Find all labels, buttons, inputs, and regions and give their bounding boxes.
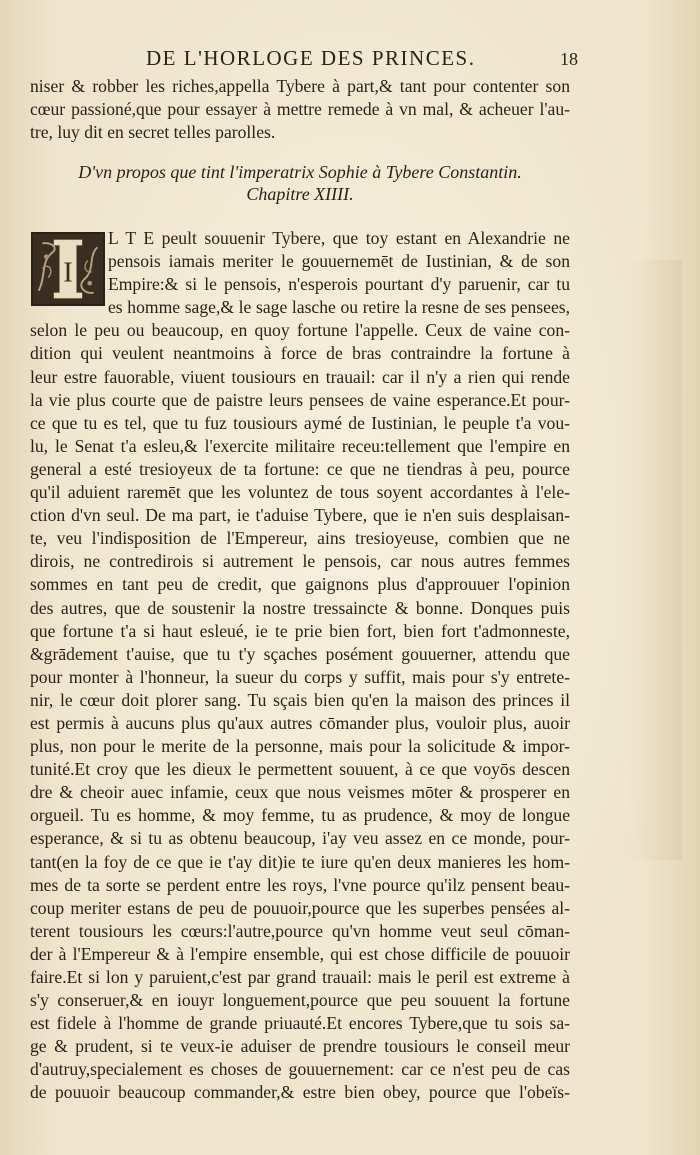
text-line: L T E peult souuenir Tybere, que toy estant en Alexandrie ne	[108, 228, 570, 248]
text-line: s'y conseruer,& en iouyr longuement,pource que peu souuent la fortune	[30, 990, 570, 1011]
text-line: general a esté tresioyeux de ta fortune: ce que ne tiendras à peu, pource	[30, 458, 570, 479]
text-line: sommes en tant peu de credit, que gaignons plus d'approuuer l'opinion	[30, 574, 570, 595]
text-line: nir, le cœur doit plorer sang. Tu sçais bien qu'en la maison des princes il	[30, 689, 570, 710]
chapter-number: Chapitre XIIII.	[246, 184, 354, 204]
text-line: tre, luy dit en secret telles parolles.	[30, 122, 276, 143]
text-line: es homme sage,& le sage lasche ou retire la resne de ses pensees,	[108, 297, 570, 318]
text-line: faire.Et si lon y paruient,c'est par grand trauail: mais le peril est extreme à	[30, 967, 570, 987]
page-header	[0, 46, 700, 74]
text-line: selon le peu ou beaucoup, en quoy fortune l'appelle. Ceux de vaine con-	[30, 320, 570, 341]
text-line: lu, le Senat t'a esleu,& l'exercite militaire receu:tellement que l'empire en	[30, 435, 570, 456]
text-line: des autres, que de soustenir la nostre tressaincte & bonne. Donques puis	[30, 597, 570, 618]
text-line: orgueil. Tu es homme, & moy femme, tu as prudence, & moy de longue	[30, 805, 570, 826]
text-line: la vie plus courte que de paistre leurs pensees de vaine esperance.Et pour-	[30, 389, 570, 410]
drop-cap-letter: I	[63, 257, 73, 289]
text-line: mes de ta sorte se perdent entre les roys, l'vne pource qu'ilz pensent beau-	[30, 874, 570, 895]
text-line: &grādement t'auise, que tu t'y sçaches posément gouuerner, attendu que	[30, 643, 570, 664]
text-line: de pouuoir beaucoup commander,& estre bien obey, pource que l'obeïs-	[30, 1082, 570, 1103]
running-title: DE L'HORLOGE DES PRINCES.	[146, 46, 476, 70]
text-line: est fidele à l'homme de grande priuauté.Et encores Tybere,que tu sois sa-	[30, 1013, 570, 1034]
text-line: pour monter à l'honneur, la sueur du corps y suffit, mais pour s'y entrete-	[30, 666, 570, 687]
text-line: qu'il aduient raremēt que les voluntez de tous soyent accordantes à l'ele-	[30, 482, 570, 503]
text-line: terent tousiours les cœurs:l'autre,pource qu'vn homme veut seul cōman-	[30, 920, 570, 941]
chapter-heading	[30, 161, 570, 205]
intro-paragraph	[30, 75, 570, 144]
text-line: niser & robber les riches,appella Tybere à part,& tant pour contenter son	[30, 76, 570, 96]
chapter-title: D'vn propos que tint l'imperatrix Sophie à Tybere Constantin.	[78, 162, 522, 182]
text-line: tant(en la foy de ce que ie t'ay dit)ie te iure qu'en deux manieres les hom-	[30, 851, 570, 872]
text-line: ce que tu es tel, que tu fuz tousiours aymé de Iustinian, le peuple t'a vou-	[30, 412, 570, 433]
text-line: pensois iamais meriter le gouuernemēt de Iustinian, & de son	[108, 251, 570, 272]
text-line: te, veu l'indisposition de l'Empereur, ains tresioyeuse, combien que ne	[30, 528, 570, 549]
text-line: cœur passioné,que pour essayer à mettre remede à vn mal, & acheuer l'au-	[30, 99, 570, 120]
text-line: ge & prudent, si te veux-ie aduiser de prendre tousiours le conseil meur	[30, 1036, 570, 1057]
text-line: leur estre fauorable, viuent tousiours en trauail: car il n'y a rien qui rende	[30, 366, 570, 387]
paper-stain	[622, 260, 682, 860]
text-line: plus, non pour le merite de la personne, mais pour la solicitude & impor-	[30, 736, 570, 757]
text-line: tunité.Et croy que les dieux le permettent souuent, à ce que voyōs descen	[30, 759, 570, 780]
text-line: coup meriter estans de peu de pouuoir,pource que les superbes pensées al-	[30, 897, 570, 918]
text-line: d'autruy,specialement es choses de gouuernement: car ce n'est peu de cas	[30, 1059, 570, 1080]
text-line: ction d'vn seul. De ma part, ie t'aduise Tybere, que ie n'en suis desplaisan-	[30, 505, 570, 526]
text-line: est permis à aucuns plus qu'aux autres cōmander plus, vouloir plus, auoir	[30, 712, 570, 733]
text-line: dirois, ne contredirois si autrement le pensois, car nous autres femmes	[30, 551, 570, 572]
text-line: Empire:& si le pensois, n'esperois pourtant d'y paruenir, car tu	[108, 274, 570, 295]
text-line: esperance, & si tu as obtenu beaucoup, i'ay veu assez en ce monde, pour-	[30, 828, 570, 849]
page-number: 18	[560, 49, 578, 69]
text-line: dition qui veulent neantmoins à force de bras contraindre la fortune à	[30, 343, 570, 364]
text-line: der à l'Empereur & à l'empire ensemble, qui est chose difficile de pouuoir	[30, 943, 570, 964]
text-line: dre & cheoir auec infamie, ceux que nous veismes mōter & prosperer en	[30, 782, 570, 803]
text-line: que fortune t'a si haut esleué, ie te prie bien fort, bien fort t'admonneste,	[30, 620, 570, 641]
chapter-body	[30, 227, 570, 1105]
